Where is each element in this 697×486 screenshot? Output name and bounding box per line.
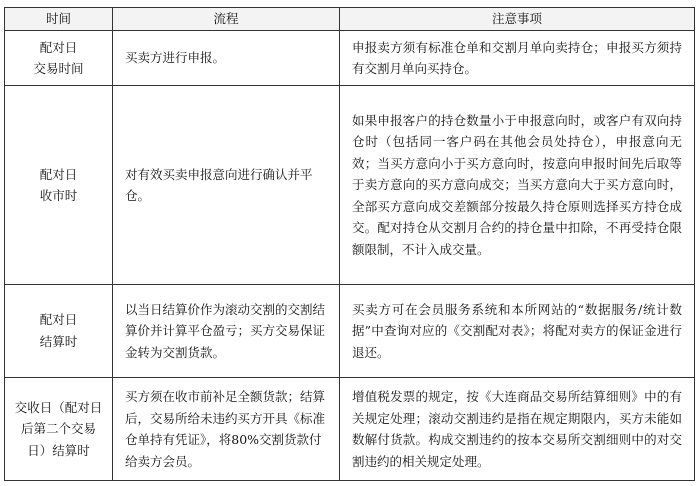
flow-text: 买卖方进行申报。	[125, 50, 226, 66]
time-text: 配对日 结算时	[39, 312, 78, 349]
header-flow: 流程	[113, 8, 340, 31]
note-text: 增值税发票的规定，按《大连商品交易所结算细则》中的有关规定处理；滚动交割违约是指在规定期限内，买方未能如数解付货款。构成交割违约的按本交易所交割细则中的对交割违约的相关规定处理。	[352, 389, 682, 469]
table-header-row	[5, 8, 695, 31]
header-notes: 注意事项	[340, 8, 695, 31]
time-text: 配对日 交易时间	[33, 39, 84, 77]
table-row	[5, 86, 695, 284]
flow-text: 买方须在收市前补足全额货款；结算后，交易所给未违约买方开具《标准仓单持有凭证》，将80%交割货款付给卖方会员。	[125, 389, 326, 469]
flow-cell	[113, 86, 340, 284]
time-cell	[5, 378, 113, 481]
note-text: 买卖方可在会员服务系统和本所网站的“数据服务/统计数据”中查询对应的《交割配对表》；将配对卖方的保证金进行退还。	[352, 301, 682, 360]
note-cell	[340, 378, 695, 481]
flow-text: 以当日结算价作为滚动交割的交割结算价并计算平仓盈亏；买方交易保证金转为交割货款。	[125, 301, 326, 360]
note-cell	[340, 86, 695, 284]
flow-cell	[113, 378, 340, 481]
note-text: 如果申报客户的持仓数量小于申报意向时，或客户有双向持仓时（包括同一客户码在其他会员处持仓），申报意向无效；当买方意向小于买方意向时，按意向申报时间先后取等于卖方意向的买方意向成交；当买方意向大于买方意向时，全部买方意向成交差额部分按最久持仓原则选择买方持仓成交。配对持仓从交割月合约的持仓量中扣除，不再受持仓限额限制，不计入成交量。	[352, 112, 682, 257]
table-row	[5, 378, 695, 481]
table-row	[5, 284, 695, 377]
note-cell	[340, 31, 695, 86]
header-time: 时间	[5, 8, 113, 31]
note-cell	[340, 284, 695, 377]
table-row	[5, 31, 695, 86]
time-cell	[5, 86, 113, 284]
time-text: 配对日 收市时	[39, 166, 78, 204]
flow-cell	[113, 284, 340, 377]
time-cell	[5, 284, 113, 377]
flow-text: 对有效买卖申报意向进行确认并平仓。	[125, 166, 313, 204]
flow-cell	[113, 31, 340, 86]
delivery-process-table	[4, 7, 695, 481]
time-text: 交收日（配对日后第二个交易日）结算时	[14, 399, 103, 458]
time-cell	[5, 31, 113, 86]
note-text: 申报卖方须有标准仓单和交割月单向卖持仓；申报买方须持有交割月单向买持仓。	[352, 39, 682, 77]
